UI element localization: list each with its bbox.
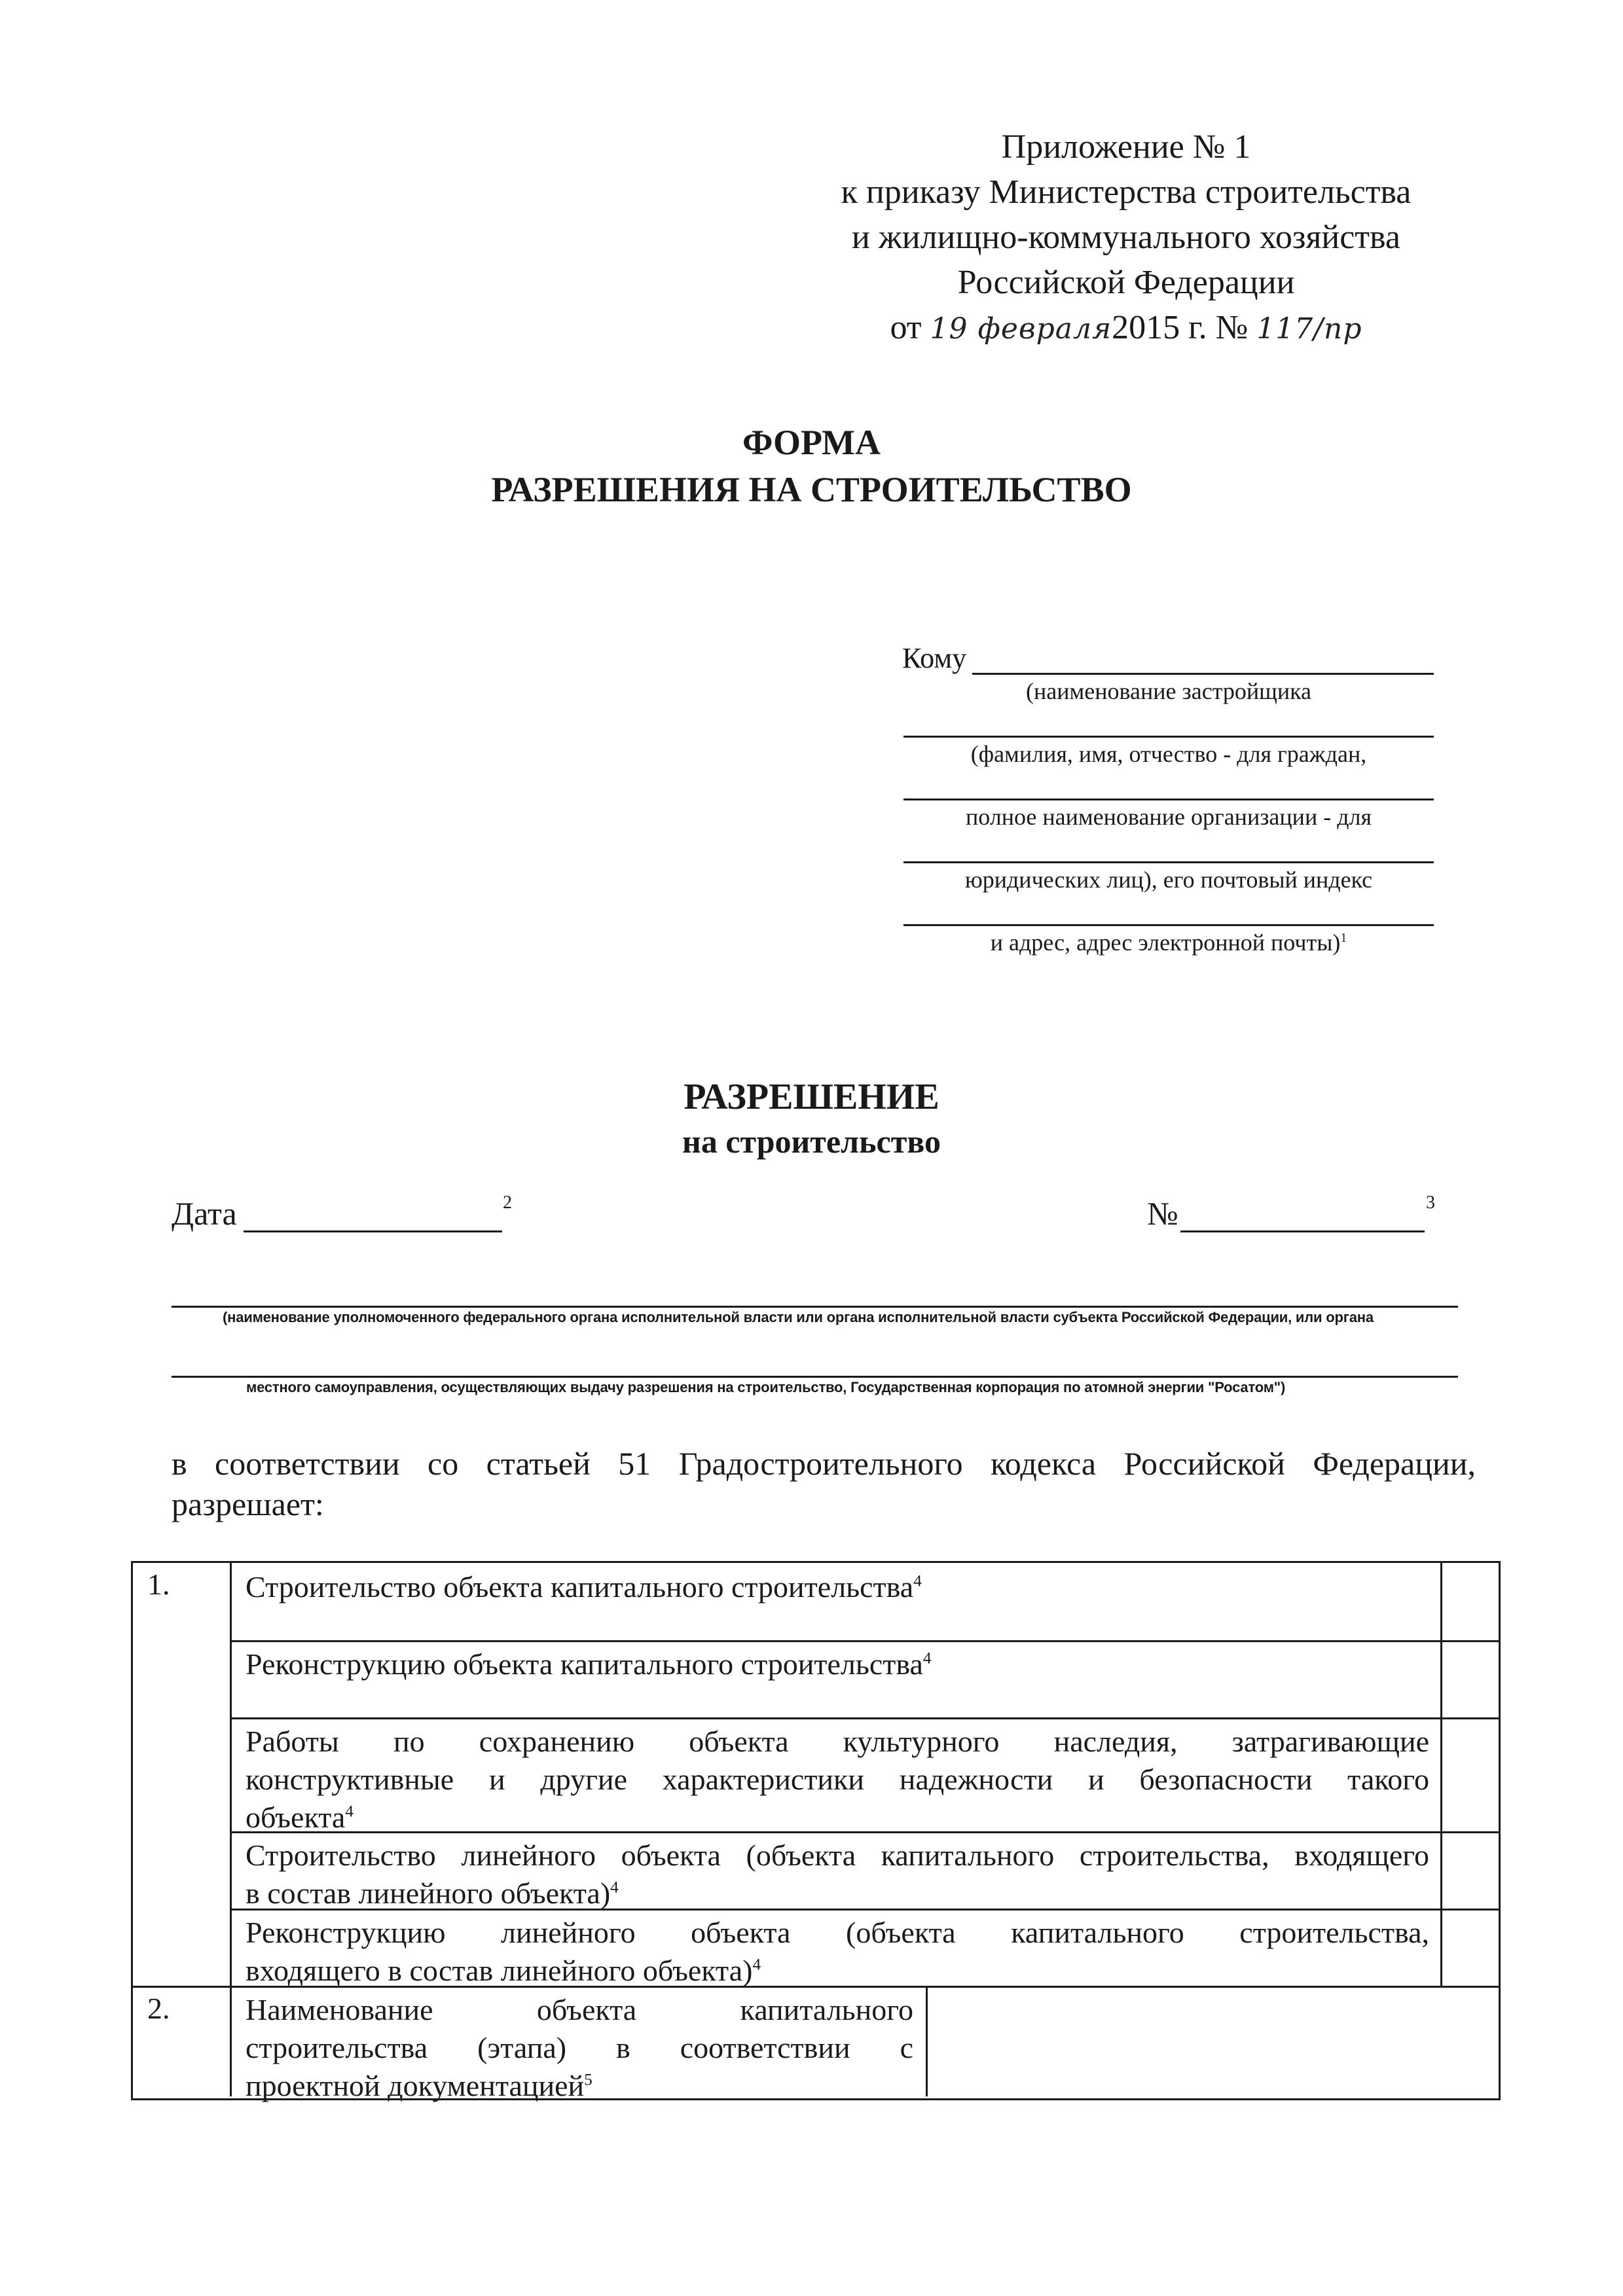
handwritten-number: 117/пр [1256,312,1362,346]
permit-title [0,1073,1623,1162]
intro-line-1: в соответствии со статьей 51 Градостроительного кодекса Российской Федерации, [172,1445,1476,1482]
option-heritage-line-3-text: объекта [246,1801,346,1834]
date-label: Дата [172,1195,237,1232]
authority-caption-1: (наименование уполномоченного федерального органа исполнительной власти или органа исполнительной власти субъекта Российской Федерации, или органа [223,1309,1374,1325]
authority-caption-2: местного самоуправления, осуществляющих выдачу разрешения на строительство, Государственная корпорация по атомной энергии "Росатом") [246,1379,1286,1395]
option-construction [246,1568,1424,1606]
year-and-number-label: 2015 г. № [1112,309,1249,346]
appendix-line-4: Российской Федерации [957,264,1295,301]
date-prefix: от [890,309,922,346]
form-title [0,419,1623,513]
object-name-line-3-text: проектной документацией [246,2069,585,2102]
object-name-line-2: строительства (этапа) в соответствии с [246,2031,913,2064]
option-linear-reconstruction-line-2 [246,1952,1429,1990]
option-reconstruction [246,1645,1424,1683]
to-label: Кому [902,642,967,674]
option-linear-construction [246,1837,1429,1912]
footnote-1: 1 [1340,931,1347,945]
object-name-value-cell[interactable] [928,1988,1497,2096]
form-title-line-1: ФОРМА [742,423,881,462]
date-field-line[interactable] [244,1230,502,1232]
addressee-field-line-5[interactable] [903,924,1434,926]
col-divider-number [230,1563,232,2096]
appendix-date-line [773,305,1480,351]
number-field-line[interactable] [1180,1230,1425,1232]
option-linear-reconstruction-line-1: Реконструкцию линейного объекта (объекта капитального строительства, [246,1916,1429,1949]
option-heritage-line-2: конструктивные и другие характеристики надежности и безопасности такого [246,1763,1429,1796]
row-divider-1 [230,1640,1499,1642]
footnote-4: 4 [913,1571,922,1590]
addressee-caption-5-text: и адрес, адрес электронной почты) [990,929,1341,956]
option-linear-reconstruction [246,1914,1429,1990]
addressee-field-line-3[interactable] [903,798,1434,800]
addressee-caption-2: (фамилия, имя, отчество - для граждан, [970,741,1367,767]
addressee-caption-1: (наименование застройщика [1025,678,1312,704]
checkbox-construction[interactable] [1442,1563,1499,1640]
permit-table [131,1561,1501,2100]
permit-title-sub: на строительство [682,1123,941,1160]
option-linear-reconstruction-line-2-text: входящего в состав линейного объекта) [246,1954,753,1987]
row-divider-2 [230,1717,1499,1719]
authority-field-line-2[interactable] [172,1376,1458,1378]
row-number-1: 1. [147,1568,170,1601]
appendix-line-1: Приложение № 1 [1001,128,1251,166]
addressee-field-line-4[interactable] [903,861,1434,863]
date-footnote: 2 [503,1193,512,1213]
option-heritage [246,1723,1429,1837]
number-label: № [1147,1195,1178,1232]
authority-field-line-1[interactable] [172,1306,1458,1308]
option-construction-text: Строительство объекта капитального строительства [246,1570,914,1604]
addressee-caption-3: полное наименование организации - для [965,804,1372,830]
footnote-4: 4 [345,1802,354,1821]
addressee-caption-5 [903,929,1434,956]
intro-line-2: разрешает: [172,1486,324,1522]
option-linear-construction-line-2-text: в состав линейного объекта) [246,1876,611,1910]
checkbox-heritage[interactable] [1442,1719,1499,1831]
checkbox-reconstruction[interactable] [1442,1642,1499,1717]
object-name-label [246,1991,913,2105]
object-name-line-1: Наименование объекта капитального [246,1993,913,2026]
permit-title-main: РАЗРЕШЕНИЕ [684,1077,939,1117]
addressee-caption-4: юридических лиц), его почтовый индекс [964,867,1373,893]
footnote-4: 4 [922,1649,932,1668]
appendix-line-3: и жилищно-коммунального хозяйства [852,219,1400,256]
checkbox-linear-construction[interactable] [1442,1833,1499,1909]
option-heritage-line-1: Работы по сохранению объекта культурного наследия, затрагивающие [246,1725,1429,1758]
number-footnote: 3 [1426,1193,1435,1213]
option-linear-construction-line-2 [246,1874,1429,1912]
footnote-4: 4 [752,1955,761,1974]
object-name-line-3 [246,2067,913,2105]
intro-text [172,1443,1476,1524]
form-title-line-2: РАЗРЕШЕНИЯ НА СТРОИТЕЛЬСТВО [491,470,1132,509]
row-number-2: 2. [147,1992,170,2025]
option-reconstruction-text: Реконструкцию объекта капитального строительства [246,1647,923,1681]
option-heritage-line-3 [246,1799,1429,1837]
appendix-header [773,124,1480,351]
handwritten-date: 19 февраля [930,312,1112,346]
footnote-4: 4 [610,1878,619,1897]
checkbox-linear-reconstruction[interactable] [1442,1910,1499,1986]
addressee-field-line-2[interactable] [903,736,1434,738]
appendix-line-2: к приказу Министерства строительства [841,173,1412,211]
option-linear-construction-line-1: Строительство линейного объекта (объекта капитального строительства, входящего [246,1839,1429,1872]
footnote-5: 5 [584,2070,593,2089]
addressee-field-line-1[interactable] [972,673,1434,675]
